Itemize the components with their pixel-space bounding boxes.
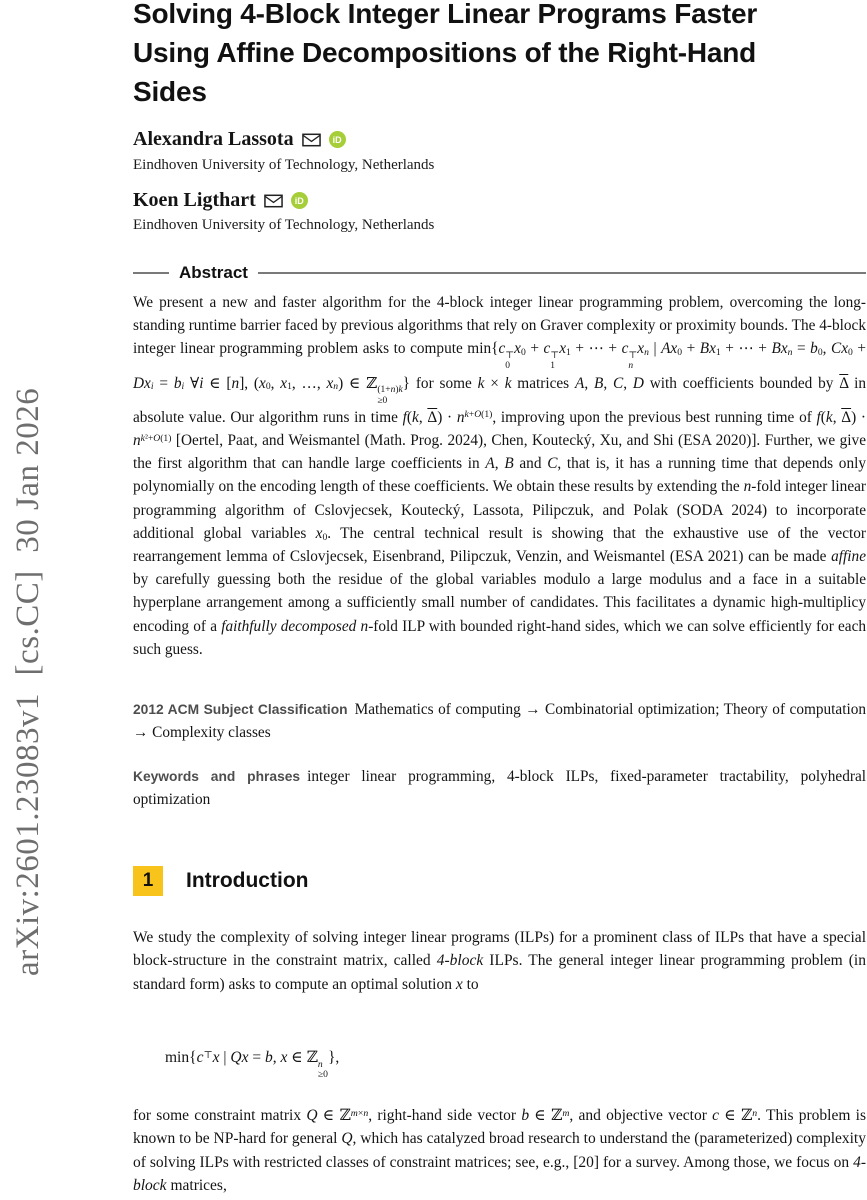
acm-classification-text: Mathematics of computing → Combinatorial optimization; Theory of computation → Complexity classes (133, 701, 867, 742)
intro-paragraph-1: We study the complexity of solving integer linear programs (ILPs) for a prominent class of ILPs that have a special block-structure in the constraint matrix, called 4-block ILPs. The general integer linear programming problem (in standard form) asks to compute an optimal solution x to (133, 929, 866, 993)
abstract-text: We present a new and faster algorithm for the 4-block integer linear programming problem, overcoming the long-standing runtime barrier faced by previous algorithms that rely on Graver complexity or proximity bounds. The 4-block integer linear programming problem asks to compute min{c ⊤ 0 $x_0 + c$ ⊤ 1 $x_1$ + ⋯ + c ⊤ n $x_n$ | $Ax_0 + Bx_1$ + ⋯ + $Bx_n = b_0$, $Cx_0 + Dx_i = b_i$ ∀i ∈ [n], ($x_0$, $x_1$, …, $x_n$) ∈ ℤ (1+n)k ≥0 } for some k × k matrices A, B, C, D with coefficients bounded by $\overline{\Delta}$ in absolute value. Our algorithm runs in time f(k, $\overline{\Delta}) \cdot n^{k+O(1)}$, improving upon the previous best running time of f(k, $\overline{\Delta}) \cdot n^{k^2+O(1)}$ [Oertel, Paat, and Weismantel (Math. Prog. 2024), Chen, Koutecký, Xu, and Shi (ESA 2020)]. Further, we give the first algorithm that can handle large coefficients in A, B and C, that is, it has a running time that depends only polynomially on the encoding length of these coefficients. We obtain these results by extending the n-fold integer linear programming algorithm of Cslovjecsek, Koutecký, Lassota, Pilipczuk, and Polak (SODA 2024) to incorporate additional global variables $x_0$. The central technical result is showing that the exhaustive use of the vector rearrangement lemma of Cslovjecsek, Eisenbrand, Pilipczuk, Venzin, and Weismantel (ESA 2021) can be made affine by carefully guessing both the residue of the global variables modulo a large modulus and a face in a suitable hyperplane arrangement among a sufficiently small number of candidates. This facilitates a dynamic high-multiplicy encoding of a faithfully decomposed n-fold ILP with bounded right-hand sides, which we can solve efficiently for each such guess. (133, 294, 867, 658)
paper-page (133, 0, 866, 1200)
author-block (133, 189, 866, 212)
abstract-heading (133, 263, 866, 283)
author-affiliation: Eindhoven University of Technology, Netherlands (133, 157, 435, 173)
author-block (133, 128, 866, 151)
orcid-icon[interactable]: iD (329, 131, 346, 148)
paper-title (133, 0, 866, 111)
section-number-badge: 1 (133, 866, 163, 896)
keywords (133, 765, 866, 811)
orcid-icon[interactable]: iD (291, 192, 308, 209)
email-icon[interactable] (302, 133, 321, 147)
title-line: Sides (133, 76, 207, 107)
acm-classification-label: 2012 ACM Subject Classification (133, 702, 348, 717)
abstract-label: Abstract (179, 263, 248, 282)
email-icon[interactable] (264, 194, 283, 208)
keywords-text: integer linear programming, 4-block ILPs, fixed-parameter tractability, polyhedral optimization (133, 768, 866, 809)
abstract-rule-left (133, 272, 169, 274)
intro-equation: min{c⊤x | Qx = b, x ∈ ℤ n ≥0 }, (165, 1049, 340, 1081)
keywords-label: Keywords and phrases (133, 769, 301, 784)
acm-classification (133, 698, 866, 744)
arxiv-stamp: arXiv:2601.23083v1 [cs.CC] 30 Jan 2026 (10, 387, 46, 976)
intro-paragraph-2: for some constraint matrix Q ∈ ℤ$^{m\times n}$, right-hand side vector b ∈ ℤ$^m$, and objective vector c ∈ ℤ$^n$. This problem is known to be NP-hard for general Q, which has catalyzed broad research to understand the (parameterized) complexity of solving ILPs with restricted classes of constraint matrices; see, e.g., [20] for a survey. Among those, we focus on 4-block matrices, (133, 1107, 866, 1194)
abstract-rule-right (258, 272, 866, 274)
section-title: Introduction (186, 869, 309, 892)
author-name: Koen Ligthart (133, 189, 256, 211)
title-line: Solving 4-Block Integer Linear Programs Faster (133, 0, 758, 29)
author-affiliation: Eindhoven University of Technology, Netherlands (133, 217, 435, 233)
section-heading (133, 866, 866, 896)
title-line: Using Affine Decompositions of the Right-Hand (133, 37, 757, 68)
author-name: Alexandra Lassota (133, 128, 294, 150)
